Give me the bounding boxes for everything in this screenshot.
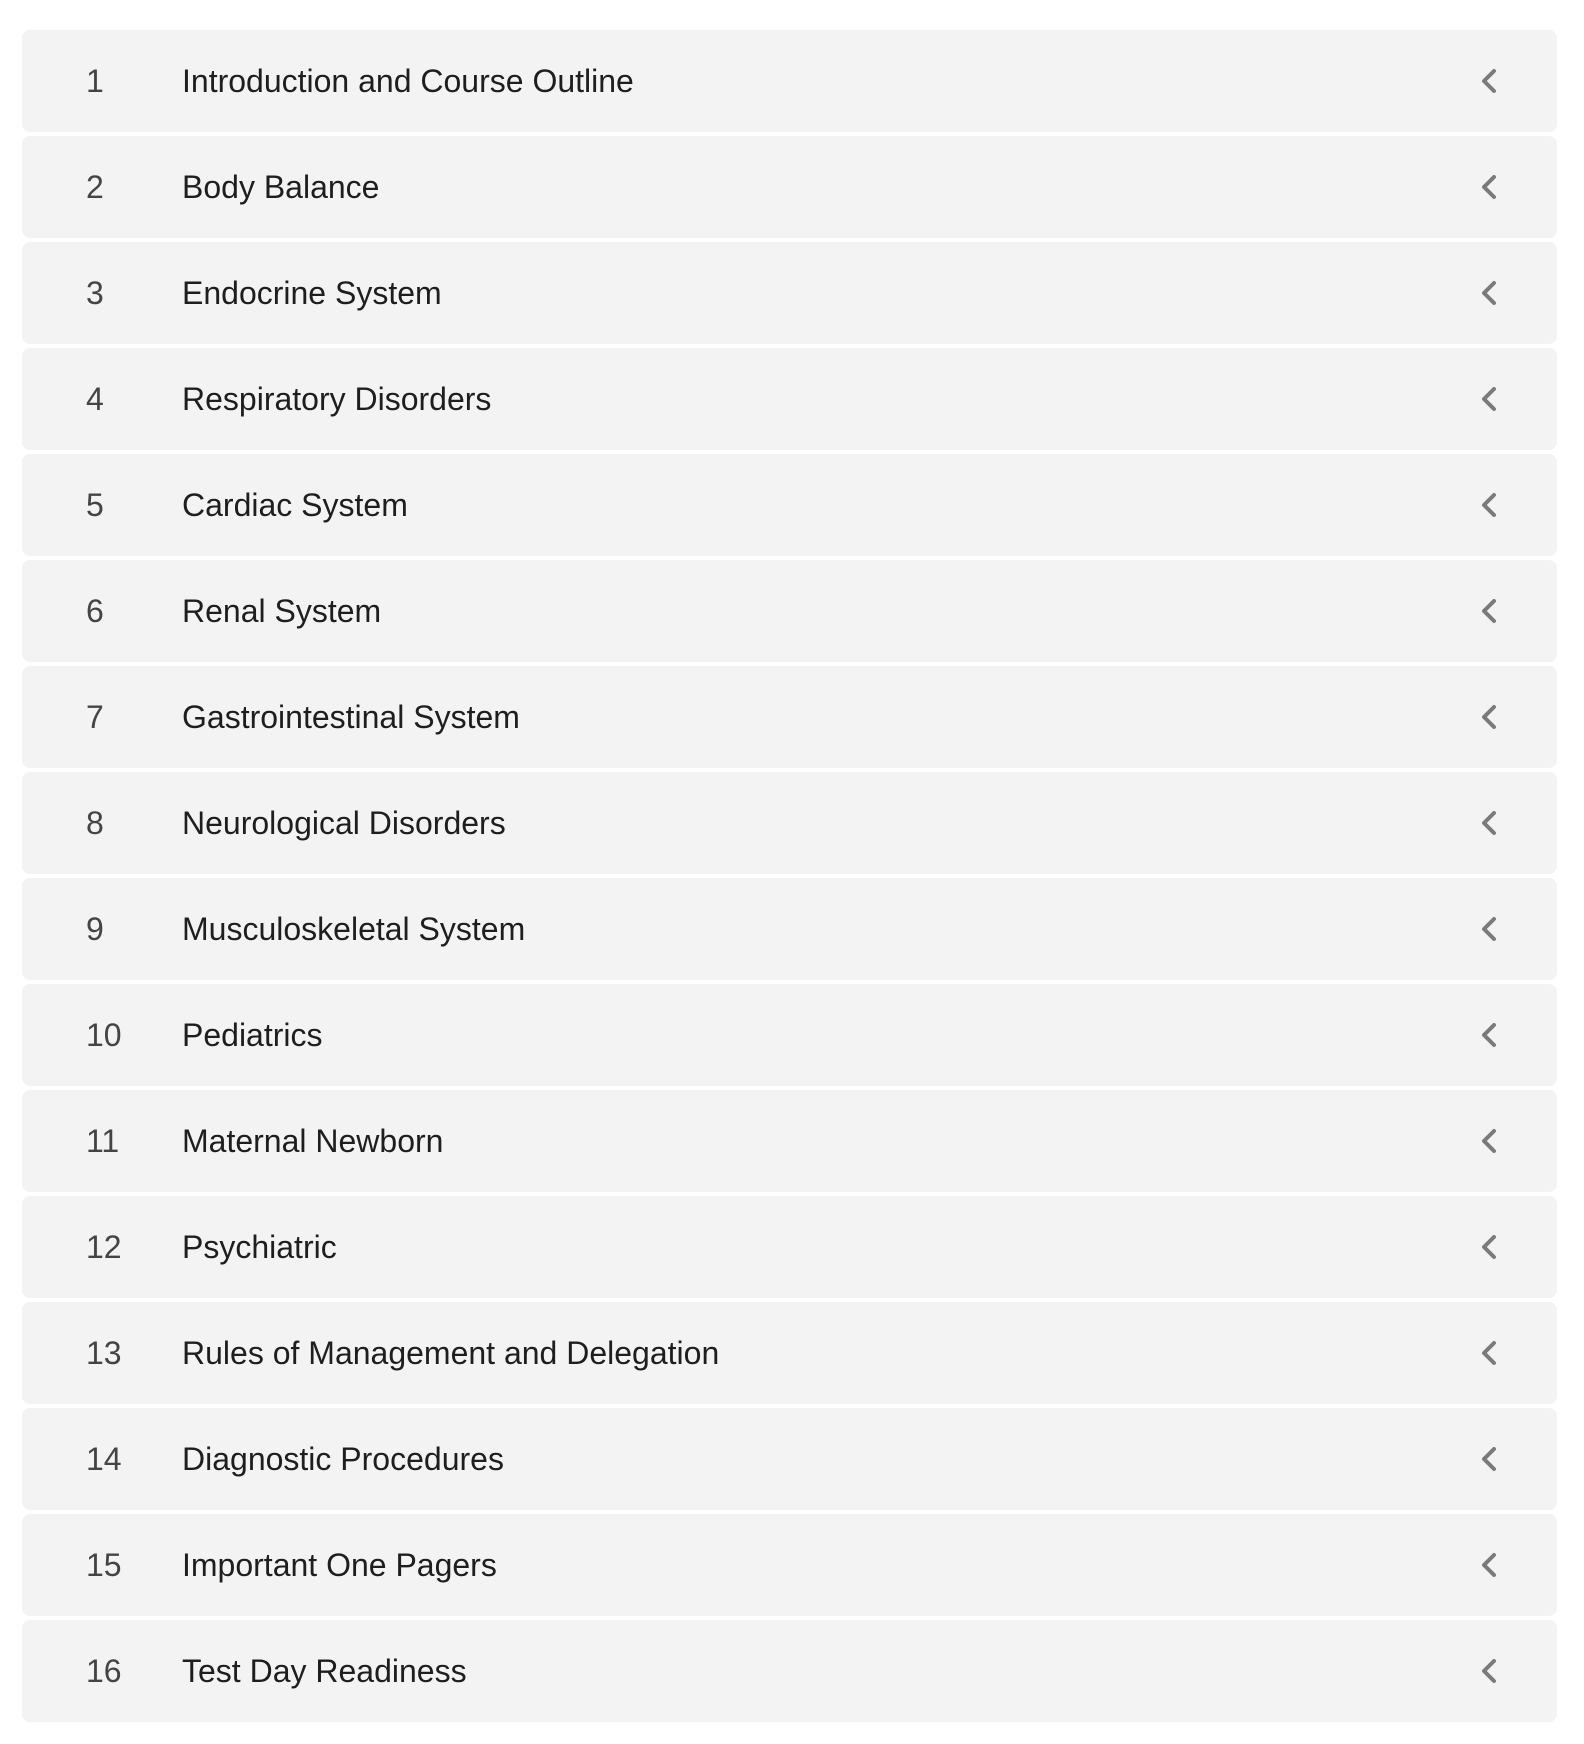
- module-title: Respiratory Disorders: [182, 381, 492, 417]
- module-title: Rules of Management and Delegation: [182, 1335, 720, 1371]
- chevron-left-icon[interactable]: [1478, 1444, 1500, 1474]
- module-number: 15: [86, 1547, 122, 1583]
- module-number: 14: [86, 1441, 122, 1477]
- chevron-left-icon[interactable]: [1478, 1656, 1500, 1686]
- module-number: 2: [86, 169, 104, 205]
- module-title: Introduction and Course Outline: [182, 63, 634, 99]
- module-row-13[interactable]: [22, 1302, 1557, 1404]
- chevron-left-icon[interactable]: [1478, 1550, 1500, 1580]
- module-row-4[interactable]: [22, 348, 1557, 450]
- module-number: 13: [86, 1335, 122, 1371]
- module-row-10[interactable]: [22, 984, 1557, 1086]
- module-row-1[interactable]: [22, 30, 1557, 132]
- module-number: 9: [86, 911, 104, 947]
- module-title: Psychiatric: [182, 1229, 337, 1265]
- module-number: 11: [86, 1123, 120, 1159]
- module-title: Body Balance: [182, 169, 380, 205]
- chevron-left-icon[interactable]: [1478, 914, 1500, 944]
- chevron-left-icon[interactable]: [1478, 596, 1500, 626]
- module-row-6[interactable]: [22, 560, 1557, 662]
- module-number: 4: [86, 381, 104, 417]
- module-title: Cardiac System: [182, 487, 408, 523]
- module-number: 7: [86, 699, 104, 735]
- chevron-left-icon[interactable]: [1478, 384, 1500, 414]
- module-number: 1: [86, 63, 104, 99]
- module-row-11[interactable]: [22, 1090, 1557, 1192]
- module-number: 10: [86, 1017, 122, 1053]
- module-title: Test Day Readiness: [182, 1653, 467, 1689]
- module-row-7[interactable]: [22, 666, 1557, 768]
- module-row-9[interactable]: [22, 878, 1557, 980]
- module-row-3[interactable]: [22, 242, 1557, 344]
- module-accordion: [22, 30, 1557, 1726]
- module-title: Endocrine System: [182, 275, 442, 311]
- module-title: Important One Pagers: [182, 1547, 497, 1583]
- module-number: 3: [86, 275, 104, 311]
- module-number: 16: [86, 1653, 122, 1689]
- module-row-5[interactable]: [22, 454, 1557, 556]
- chevron-left-icon[interactable]: [1478, 808, 1500, 838]
- module-title: Pediatrics: [182, 1017, 323, 1053]
- chevron-left-icon[interactable]: [1478, 1126, 1500, 1156]
- module-row-14[interactable]: [22, 1408, 1557, 1510]
- module-row-8[interactable]: [22, 772, 1557, 874]
- chevron-left-icon[interactable]: [1478, 278, 1500, 308]
- module-title: Musculoskeletal System: [182, 911, 526, 947]
- module-number: 5: [86, 487, 104, 523]
- chevron-left-icon[interactable]: [1478, 1338, 1500, 1368]
- module-title: Renal System: [182, 593, 382, 629]
- module-number: 12: [86, 1229, 122, 1265]
- module-row-12[interactable]: [22, 1196, 1557, 1298]
- module-number: 6: [86, 593, 104, 629]
- chevron-left-icon[interactable]: [1478, 1232, 1500, 1262]
- module-row-2[interactable]: [22, 136, 1557, 238]
- chevron-left-icon[interactable]: [1478, 66, 1500, 96]
- chevron-left-icon[interactable]: [1478, 1020, 1500, 1050]
- module-title: Neurological Disorders: [182, 805, 506, 841]
- module-title: Diagnostic Procedures: [182, 1441, 504, 1477]
- chevron-left-icon[interactable]: [1478, 702, 1500, 732]
- module-row-15[interactable]: [22, 1514, 1557, 1616]
- chevron-left-icon[interactable]: [1478, 490, 1500, 520]
- module-row-16[interactable]: [22, 1620, 1557, 1722]
- module-number: 8: [86, 805, 104, 841]
- chevron-left-icon[interactable]: [1478, 172, 1500, 202]
- module-title: Gastrointestinal System: [182, 699, 520, 735]
- module-title: Maternal Newborn: [182, 1123, 444, 1159]
